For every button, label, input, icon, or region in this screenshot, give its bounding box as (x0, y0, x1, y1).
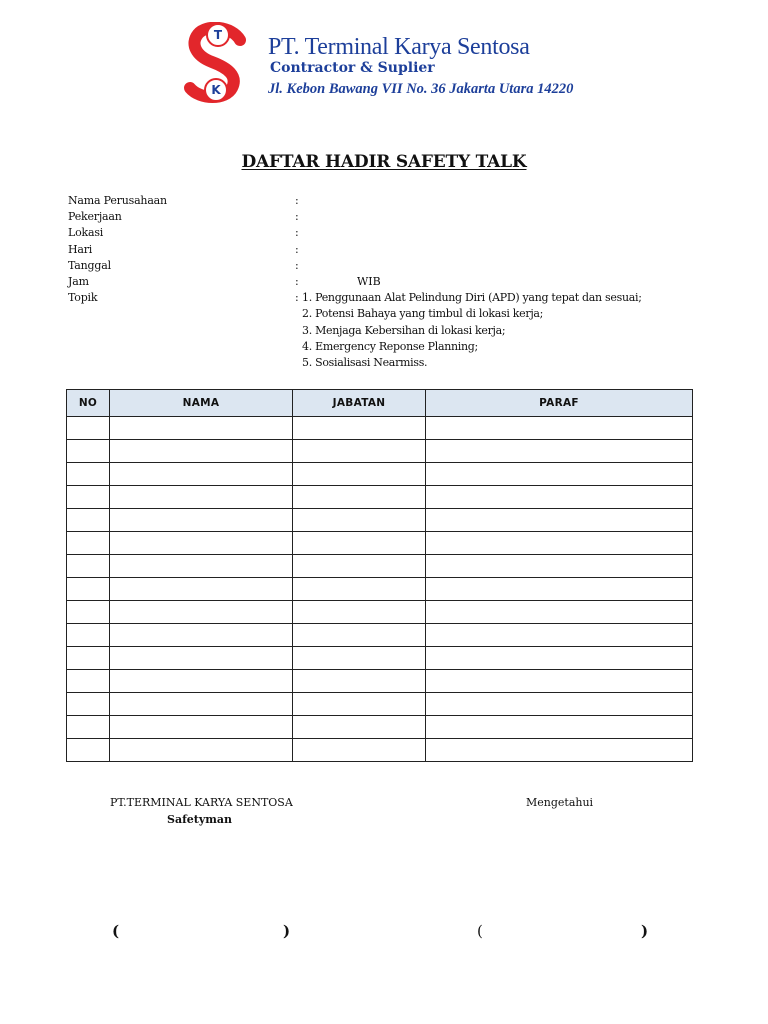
signature-left-open-paren: ( (112, 922, 120, 940)
cell-no[interactable] (67, 440, 110, 463)
table-row (67, 693, 693, 716)
field-colon: : (295, 274, 299, 288)
cell-paraf[interactable] (426, 624, 693, 647)
topic-item: 1. Penggunaan Alat Pelindung Diri (APD) yang tepat dan sesuai; (302, 291, 642, 304)
field-label: Lokasi (68, 226, 104, 240)
table-row (67, 716, 693, 739)
company-logo (182, 22, 254, 104)
cell-no[interactable] (67, 417, 110, 440)
cell-no[interactable] (67, 532, 110, 555)
topic-item: 2. Potensi Bahaya yang timbul di lokasi kerja; (302, 307, 544, 321)
column-header-nama: NAMA (110, 390, 293, 417)
company-name: PT. Terminal Karya Sentosa (268, 34, 530, 60)
cell-jabatan[interactable] (293, 417, 426, 440)
field-label: Tanggal (68, 258, 111, 272)
table-row (67, 486, 693, 509)
cell-jabatan[interactable] (293, 509, 426, 532)
cell-jabatan[interactable] (293, 716, 426, 739)
field-colon: : (295, 258, 299, 272)
table-row (67, 417, 693, 440)
cell-paraf[interactable] (426, 601, 693, 624)
cell-no[interactable] (67, 601, 110, 624)
cell-no[interactable] (67, 647, 110, 670)
cell-paraf[interactable] (426, 486, 693, 509)
cell-jabatan[interactable] (293, 670, 426, 693)
cell-nama[interactable] (110, 670, 293, 693)
topic-item: 5. Sosialisasi Nearmiss. (302, 356, 428, 370)
field-colon: : (295, 242, 299, 256)
cell-nama[interactable] (110, 509, 293, 532)
cell-nama[interactable] (110, 555, 293, 578)
table-row (67, 647, 693, 670)
field-label: Pekerjaan (68, 210, 122, 224)
field-label: Topik (68, 291, 98, 305)
cell-paraf[interactable] (426, 578, 693, 601)
cell-jabatan[interactable] (293, 601, 426, 624)
cell-nama[interactable] (110, 601, 293, 624)
cell-paraf[interactable] (426, 716, 693, 739)
field-colon: : (295, 291, 299, 305)
signature-left-close-paren: ) (283, 922, 291, 940)
cell-no[interactable] (67, 624, 110, 647)
topic-item: 3. Menjaga Kebersihan di lokasi kerja; (302, 323, 506, 337)
signature-role: Safetyman (167, 813, 233, 826)
signature-company: PT.TERMINAL KARYA SENTOSA (110, 796, 293, 809)
cell-nama[interactable] (110, 647, 293, 670)
cell-paraf[interactable] (426, 555, 693, 578)
cell-nama[interactable] (110, 440, 293, 463)
cell-jabatan[interactable] (293, 486, 426, 509)
svg-text:K: K (211, 83, 221, 97)
table-row (67, 440, 693, 463)
cell-paraf[interactable] (426, 532, 693, 555)
field-colon: : (295, 194, 299, 207)
column-header-no: NO (67, 390, 110, 417)
document-title: DAFTAR HADIR SAFETY TALK (241, 152, 527, 172)
cell-no[interactable] (67, 555, 110, 578)
topic-item: 4. Emergency Reponse Planning; (302, 339, 478, 353)
cell-no[interactable] (67, 716, 110, 739)
field-label: Hari (68, 242, 93, 256)
table-row (67, 670, 693, 693)
cell-jabatan[interactable] (293, 555, 426, 578)
table-row (67, 463, 693, 486)
company-subtitle: Contractor & Suplier (270, 60, 435, 76)
cell-nama[interactable] (110, 486, 293, 509)
cell-no[interactable] (67, 578, 110, 601)
field-colon: : (295, 210, 299, 224)
table-row (67, 578, 693, 601)
cell-nama[interactable] (110, 417, 293, 440)
cell-jabatan[interactable] (293, 463, 426, 486)
cell-jabatan[interactable] (293, 647, 426, 670)
cell-paraf[interactable] (426, 739, 693, 762)
field-unit-wib: WIB (357, 274, 381, 288)
cell-no[interactable] (67, 670, 110, 693)
column-header-paraf: PARAF (426, 390, 693, 417)
signature-right-close-paren: ) (641, 922, 649, 940)
table-row (67, 555, 693, 578)
cell-nama[interactable] (110, 532, 293, 555)
cell-paraf[interactable] (426, 693, 693, 716)
field-colon: : (295, 226, 299, 240)
table-row (67, 624, 693, 647)
table-row (67, 739, 693, 762)
cell-no[interactable] (67, 463, 110, 486)
cell-nama[interactable] (110, 739, 293, 762)
cell-paraf[interactable] (426, 509, 693, 532)
table-row (67, 601, 693, 624)
table-row (67, 509, 693, 532)
signature-acknowledged-label: Mengetahui (526, 796, 594, 809)
cell-jabatan[interactable] (293, 624, 426, 647)
cell-jabatan[interactable] (293, 440, 426, 463)
cell-paraf[interactable] (426, 670, 693, 693)
company-address: Jl. Kebon Bawang VII No. 36 Jakarta Utara 14220 (268, 81, 574, 97)
cell-jabatan[interactable] (293, 578, 426, 601)
cell-jabatan[interactable] (293, 739, 426, 762)
cell-nama[interactable] (110, 624, 293, 647)
attendance-table (66, 389, 693, 762)
cell-no[interactable] (67, 509, 110, 532)
cell-nama[interactable] (110, 463, 293, 486)
cell-nama[interactable] (110, 716, 293, 739)
cell-nama[interactable] (110, 578, 293, 601)
cell-no[interactable] (67, 486, 110, 509)
field-label: Nama Perusahaan (68, 194, 167, 207)
table-header-row (67, 390, 693, 417)
cell-paraf[interactable] (426, 417, 693, 440)
column-header-jabatan: JABATAN (293, 390, 426, 417)
cell-paraf[interactable] (426, 463, 693, 486)
cell-paraf[interactable] (426, 440, 693, 463)
field-label: Jam (68, 274, 89, 288)
table-row (67, 532, 693, 555)
topic-list (302, 290, 642, 371)
cell-paraf[interactable] (426, 647, 693, 670)
cell-nama[interactable] (110, 693, 293, 716)
cell-no[interactable] (67, 739, 110, 762)
cell-jabatan[interactable] (293, 532, 426, 555)
signature-right-open-paren: ( (477, 922, 483, 940)
cell-no[interactable] (67, 693, 110, 716)
cell-jabatan[interactable] (293, 693, 426, 716)
svg-text:T: T (213, 28, 223, 42)
